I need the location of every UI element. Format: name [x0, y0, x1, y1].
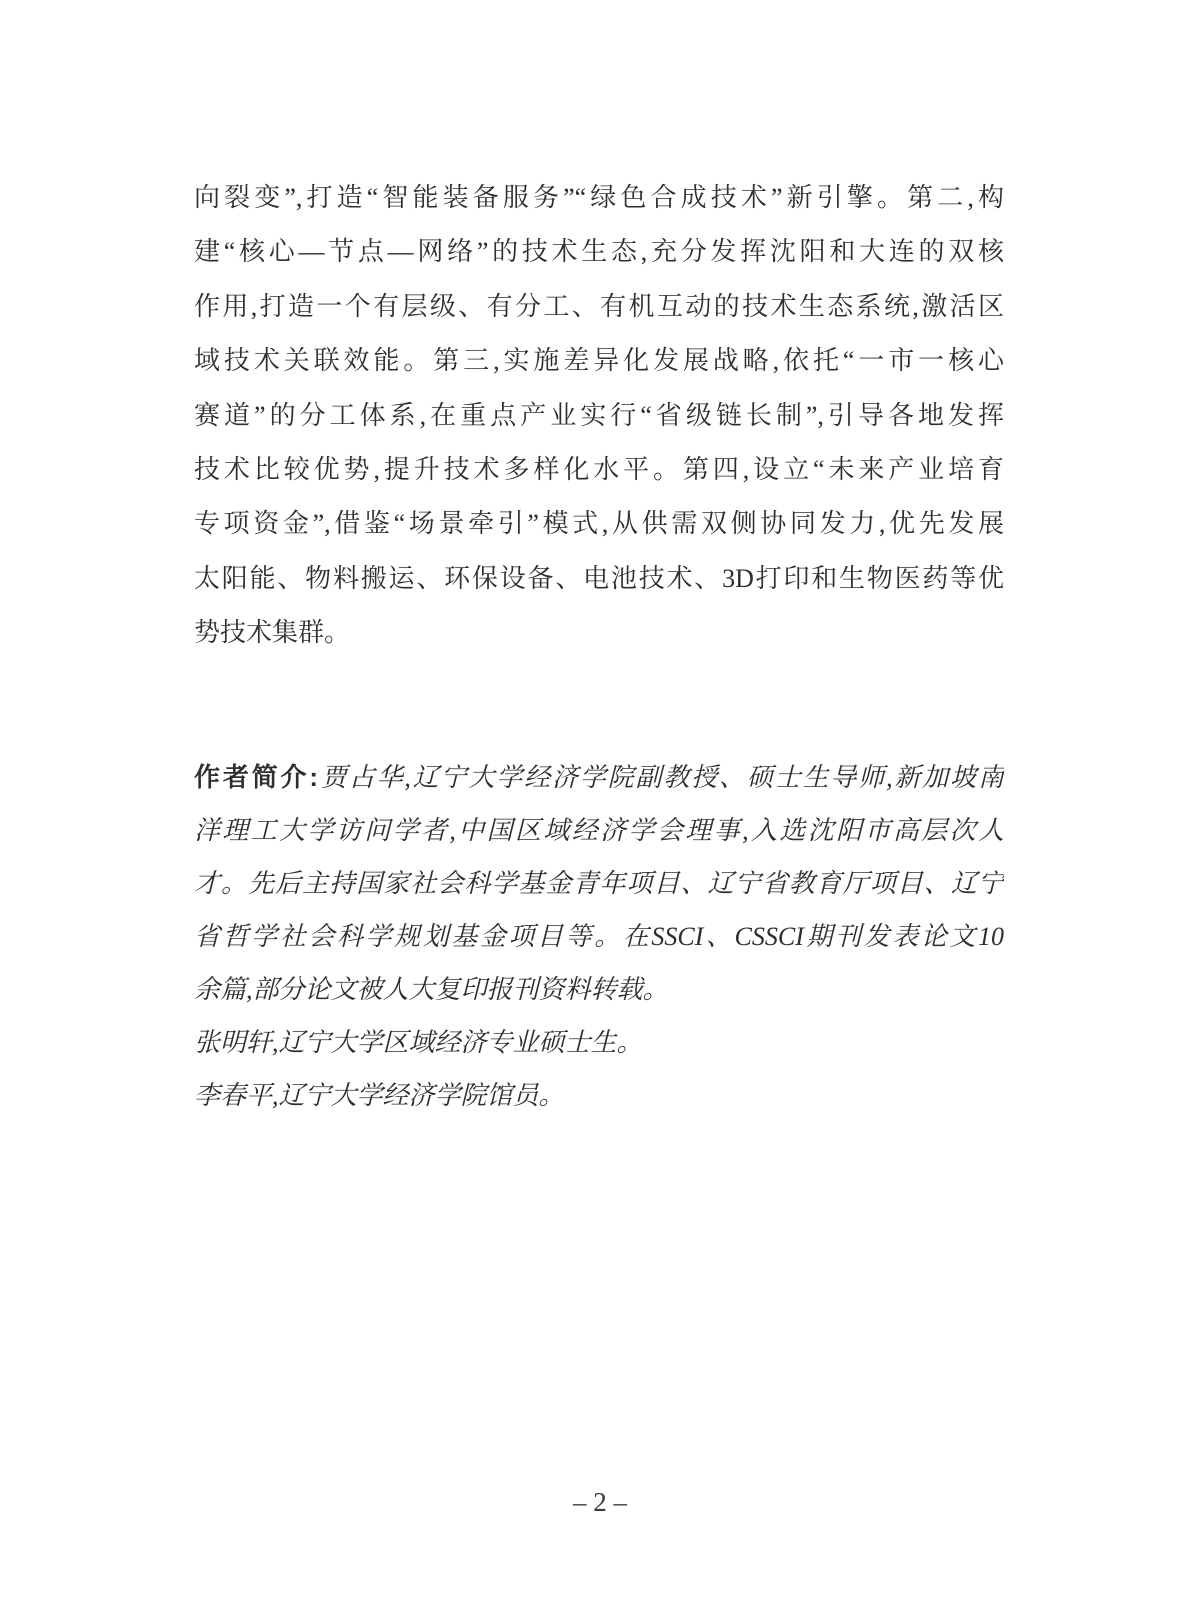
paragraph-line: 专项资金”,借鉴“场景牵引”模式,从供需双侧协同发力,优先发展 — [194, 509, 1004, 539]
paragraph-line: 向裂变”,打造“智能装备服务”“绿色合成技术”新引擎。第二,构 — [194, 183, 1004, 212]
page-number: – 2 – — [573, 1487, 627, 1517]
paragraph-line: 域技术关联效能。第三,实施差异化发展战略,依托“一市一核心 — [194, 346, 1004, 376]
paragraph-line: 技术比较优势,提升技术多样化水平。第四,设立“未来产业培育 — [194, 454, 1004, 484]
bio-line-author-3: 李春平,辽宁大学经济学院馆员。 — [194, 1081, 565, 1110]
page-footer — [0, 1482, 1200, 1522]
paragraph-line: 作用,打造一个有层级、有分工、有机互动的技术生态系统,激活区 — [194, 291, 1004, 321]
author-bio-section — [194, 751, 1004, 1122]
bio-line-text: 贾占华,辽宁大学经济学院副教授、硕士生导师,新加坡南 — [319, 763, 1004, 792]
paragraph-line: 建“核心—节点—网络”的技术生态,充分发挥沈阳和大连的双核 — [194, 237, 1004, 267]
paragraph-line: 太阳能、物料搬运、环保设备、电池技术、3D打印和生物医药等优 — [194, 563, 1004, 593]
bio-line: 余篇,部分论文被人大复印报刊资料转载。 — [194, 975, 669, 1004]
paragraph-line: 赛道”的分工体系,在重点产业实行“省级链长制”,引导各地发挥 — [194, 400, 1004, 430]
bio-line: 省哲学社会科学规划基金项目等。在SSCI、CSSCI期刊发表论文10 — [194, 922, 1004, 951]
paragraph-line: 势技术集群。 — [194, 618, 351, 648]
author-bio-label: 作者简介: — [194, 762, 320, 792]
bio-line-author-2: 张明轩,辽宁大学区域经济专业硕士生。 — [194, 1028, 643, 1057]
body-paragraph — [194, 171, 1004, 661]
bio-line: 才。先后主持国家社会科学基金青年项目、辽宁省教育厅项目、辽宁 — [194, 869, 1004, 898]
bio-line: 洋理工大学访问学者,中国区域经济学会理事,入选沈阳市高层次人 — [194, 816, 1004, 845]
bio-line — [194, 751, 1004, 804]
